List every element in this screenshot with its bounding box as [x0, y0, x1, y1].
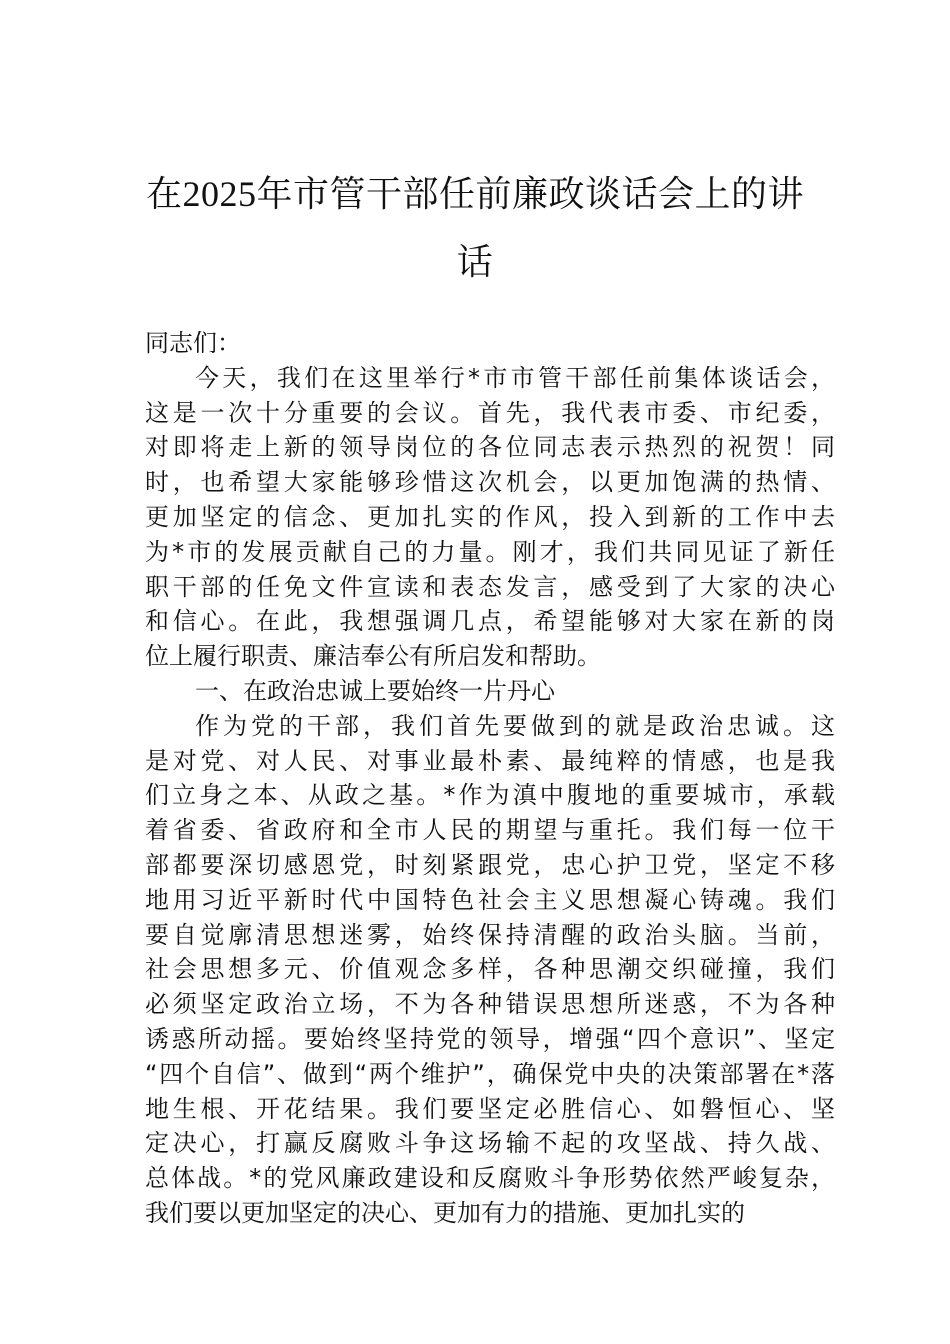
paragraph-line: 必须坚定政治立场，不为各种错误思想所迷惑，不为各种	[145, 990, 835, 1019]
paragraph-line: 对即将走上新的领导岗位的各位同志表示热烈的祝贺！同	[145, 433, 835, 462]
document-title-continuation: 话	[456, 242, 494, 282]
paragraph-line: 诱惑所动摇。要始终坚持党的领导，增强“四个意识”、坚定	[145, 1024, 835, 1053]
paragraph-line: 社会思想多元、价值观念多样，各种思潮交织碰撞，我们	[145, 955, 835, 984]
paragraph-line: 地用习近平新时代中国特色社会主义思想凝心铸魂。我们	[145, 885, 835, 914]
paragraph-line: 地生根、开花结果。我们要坚定必胜信心、如磐恒心、坚	[145, 1094, 835, 1123]
paragraph-line: 这是一次十分重要的会议。首先，我代表市委、市纪委，	[145, 398, 835, 427]
paragraph-line: 时，也希望大家能够珍惜这次机会，以更加饱满的热情、	[145, 468, 835, 497]
paragraph-line: 和信心。在此，我想强调几点，希望能够对大家在新的岗	[145, 607, 835, 636]
paragraph-line: 职干部的任免文件宣读和表态发言，感受到了大家的决心	[145, 572, 835, 601]
paragraph-line: 定决心，打赢反腐败斗争这场输不起的攻坚战、持久战、	[145, 1129, 835, 1158]
paragraph-line: 着省委、省政府和全市人民的期望与重托。我们每一位干	[145, 816, 835, 845]
paragraph-line: 要自觉廓清思想迷雾，始终保持清醒的政治头脑。当前，	[145, 920, 835, 949]
paragraph-line: 是对党、对人民、对事业最朴素、最纯粹的情感，也是我	[145, 746, 835, 775]
salutation: 同志们：	[145, 329, 241, 357]
paragraph-line: 们立身之本、从政之基。*作为滇中腹地的重要城市，承载	[145, 781, 835, 810]
paragraph-line: 更加坚定的信念、更加扎实的作风，投入到新的工作中去	[145, 502, 835, 531]
paragraph-line: “四个自信”、做到“两个维护”，确保党中央的决策部署在*落	[145, 1059, 835, 1088]
paragraph-line: 位上履行职责、廉洁奉公有所启发和帮助。	[145, 642, 601, 671]
document-title: 在2025年市管干部任前廉政谈话会上的讲	[145, 174, 804, 214]
paragraph-line: 部都要深切感恩党，时刻紧跟党，忠心护卫党，坚定不移	[145, 850, 835, 879]
document-body	[145, 326, 835, 1231]
paragraph-line: 我们要以更加坚定的决心、更加有力的措施、更加扎实的	[145, 1198, 745, 1227]
paragraph-line: 作为党的干部，我们首先要做到的就是政治忠诚。这	[195, 711, 835, 740]
paragraph-line: 总体战。*的党风廉政建设和反腐败斗争形势依然严峻复杂，	[145, 1164, 835, 1193]
paragraph-line: 今天，我们在这里举行*市市管干部任前集体谈话会，	[195, 363, 835, 392]
paragraph-line: 为*市的发展贡献自己的力量。刚才，我们共同见证了新任	[145, 537, 835, 566]
section-heading: 一、在政治忠诚上要始终一片丹心	[195, 676, 555, 705]
